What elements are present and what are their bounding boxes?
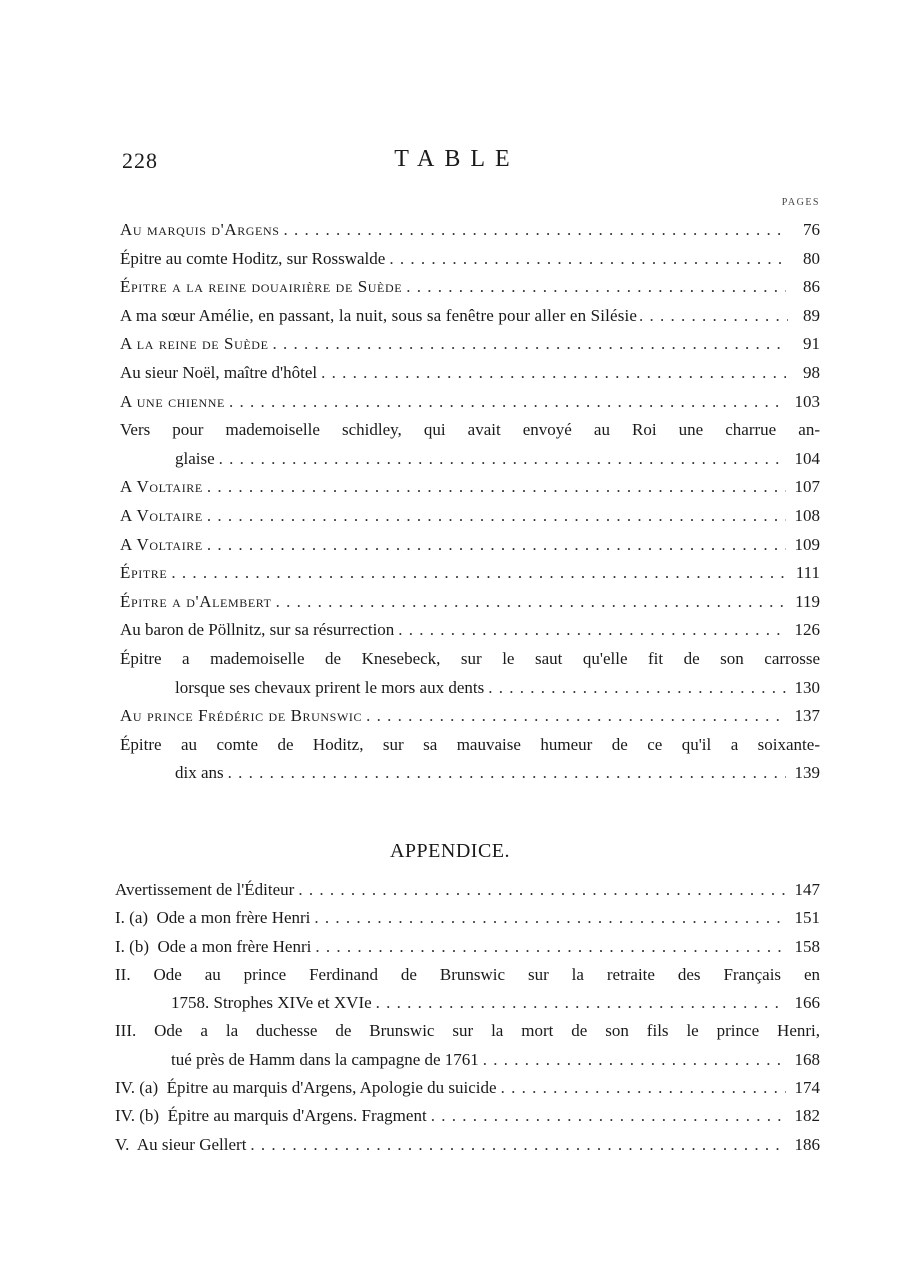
toc-entry-label: IV. (b) Épitre au marquis d'Argens. Fragment: [115, 1106, 427, 1126]
toc-entry-page: 98: [803, 362, 820, 382]
toc-entry-line1: Épitre a mademoiselle de Knesebeck, sur le saut qu'elle fit de son carrosse: [120, 648, 820, 668]
toc-entry-multiline: [115, 961, 820, 1018]
toc-entry-line2: lorsque ses chevaux prirent le mors aux dents: [175, 677, 485, 697]
pages-column-label: PAGES: [781, 197, 820, 208]
dot-leader: [229, 388, 786, 417]
toc-entry-page: 186: [794, 1134, 820, 1154]
toc-entry: [120, 302, 820, 331]
toc-entry-label: IV. (a) Épitre au marquis d'Argens, Apologie du suicide: [115, 1078, 497, 1098]
toc-entry-page: 130: [794, 677, 820, 697]
toc-entry-label: Avertissement de l'Éditeur: [115, 880, 295, 899]
toc-entry-label: V. Au sieur Gellert: [115, 1134, 247, 1154]
toc-entry: [120, 388, 820, 417]
dot-leader: [250, 1131, 786, 1159]
dot-leader: [298, 876, 786, 904]
toc-entry: [120, 245, 820, 274]
dot-leader: [398, 616, 786, 645]
toc-entry-page: 166: [794, 993, 820, 1013]
toc-entry: [120, 359, 820, 388]
toc-entry-page: 174: [794, 1078, 820, 1098]
toc-entry: [120, 473, 820, 502]
toc-entry: [120, 702, 820, 731]
appendix-contents: [115, 876, 820, 1159]
toc-entry: [120, 273, 820, 302]
toc-entry-page: 76: [803, 220, 820, 239]
toc-entry-page: 139: [794, 763, 820, 783]
dot-leader: [483, 1046, 786, 1074]
toc-entry-line1: II. Ode au prince Ferdinand de Brunswic sur la retraite des Français en: [115, 964, 820, 984]
dot-leader: [207, 531, 786, 560]
toc-entry-multiline: [120, 416, 820, 473]
dot-leader: [431, 1102, 786, 1130]
toc-entry: [115, 933, 820, 961]
dot-leader: [219, 445, 786, 474]
toc-entry-line2: glaise: [175, 448, 215, 468]
dot-leader: [376, 989, 786, 1017]
toc-entry: [120, 330, 820, 359]
toc-entry-page: 103: [794, 391, 820, 411]
toc-entry-page: 151: [794, 908, 820, 928]
toc-entry-line1: III. Ode a la duchesse de Brunswic sur la mort de son fils le prince Henri,: [115, 1021, 820, 1041]
dot-leader: [284, 216, 786, 245]
toc-entry-page: 91: [803, 334, 820, 354]
page-title: TABLE: [394, 146, 520, 172]
toc-entry-page: 109: [794, 534, 820, 554]
toc-entry: [120, 588, 820, 617]
toc-entry-page: 80: [803, 248, 820, 268]
toc-entry-label: Au baron de Pöllnitz, sur sa résurrection: [120, 620, 395, 640]
toc-entry-page: 111: [795, 563, 820, 583]
toc-entry-label: A la reine de Suède: [120, 334, 269, 354]
dot-leader: [501, 1074, 786, 1102]
toc-entry-line1: Vers pour mademoiselle schidley, qui avait envoyé au Roi une charrue an-: [120, 420, 820, 440]
toc-entry-line2: 1758. Strophes XIVe et XVIe: [171, 993, 372, 1013]
toc-entry: [115, 904, 820, 932]
toc-entry-page: 137: [794, 706, 820, 726]
toc-entry-label: Épitre au comte Hoditz, sur Rosswalde: [120, 248, 386, 268]
toc-entry-page: 147: [794, 880, 820, 899]
toc-entry: [120, 559, 820, 588]
toc-entry-page: 182: [794, 1106, 820, 1126]
toc-entry-line1: Épitre au comte de Hoditz, sur sa mauvaise humeur de ce qu'il a soixante-: [120, 734, 820, 754]
dot-leader: [488, 674, 786, 703]
toc-entry-line2: dix ans: [175, 763, 224, 783]
toc-entry-label: Au marquis d'Argens: [120, 220, 280, 239]
toc-entry-multiline: [115, 1017, 820, 1074]
toc-entry: [115, 876, 820, 904]
toc-entry-label: A Voltaire: [120, 534, 203, 554]
toc-entry-page: 119: [795, 591, 820, 611]
toc-entry-label: Épitre a la reine douairière de Suède: [120, 277, 403, 297]
toc-entry-page: 104: [794, 448, 820, 468]
dot-leader: [276, 588, 786, 617]
toc-entry-page: 158: [794, 936, 820, 956]
dot-leader: [314, 904, 786, 932]
appendix-title: APPENDICE.: [389, 840, 510, 862]
toc-entry: [115, 1102, 820, 1130]
toc-entry: [115, 1074, 820, 1102]
dot-leader: [321, 359, 786, 388]
dot-leader: [228, 759, 786, 788]
toc-entry-label: A ma sœur Amélie, en passant, la nuit, sous sa fenêtre pour aller en Silésie: [120, 305, 638, 325]
toc-entry-label: Épitre: [120, 563, 168, 583]
dot-leader: [207, 473, 786, 502]
page-number: 228: [122, 148, 158, 173]
toc-entry-label: A Voltaire: [120, 505, 203, 525]
toc-entry: [120, 531, 820, 560]
dot-leader: [639, 302, 788, 331]
toc-entry: [120, 502, 820, 531]
toc-entry-line2: tué près de Hamm dans la campagne de 1761: [171, 1049, 479, 1069]
toc-entry: [120, 216, 820, 245]
toc-entry-label: A Voltaire: [120, 477, 203, 497]
toc-entry-label: A une chienne: [120, 391, 225, 411]
dot-leader: [171, 559, 786, 588]
toc-entry-label: Au sieur Noël, maître d'hôtel: [120, 362, 318, 382]
dot-leader: [406, 273, 786, 302]
toc-entry-multiline: [120, 731, 820, 788]
toc-entry-page: 126: [794, 620, 820, 640]
dot-leader: [315, 933, 786, 961]
toc-entry-label: Au prince Frédéric de Brunswic: [120, 706, 363, 726]
toc-entry-page: 86: [803, 277, 820, 297]
toc-entry: [120, 616, 820, 645]
dot-leader: [207, 502, 786, 531]
toc-entry-multiline: [120, 645, 820, 702]
toc-entry-label: Épitre a d'Alembert: [120, 591, 272, 611]
dot-leader: [273, 330, 786, 359]
toc-entry: [115, 1131, 820, 1159]
toc-entry-page: 168: [794, 1049, 820, 1069]
table-of-contents: [120, 216, 820, 788]
toc-entry-label: I. (a) Ode a mon frère Henri: [115, 908, 311, 928]
toc-entry-label: I. (b) Ode a mon frère Henri: [115, 936, 312, 956]
toc-entry-page: 89: [803, 305, 820, 325]
toc-entry-page: 108: [794, 505, 820, 525]
toc-entry-page: 107: [794, 477, 820, 497]
dot-leader: [366, 702, 786, 731]
dot-leader: [389, 245, 786, 274]
